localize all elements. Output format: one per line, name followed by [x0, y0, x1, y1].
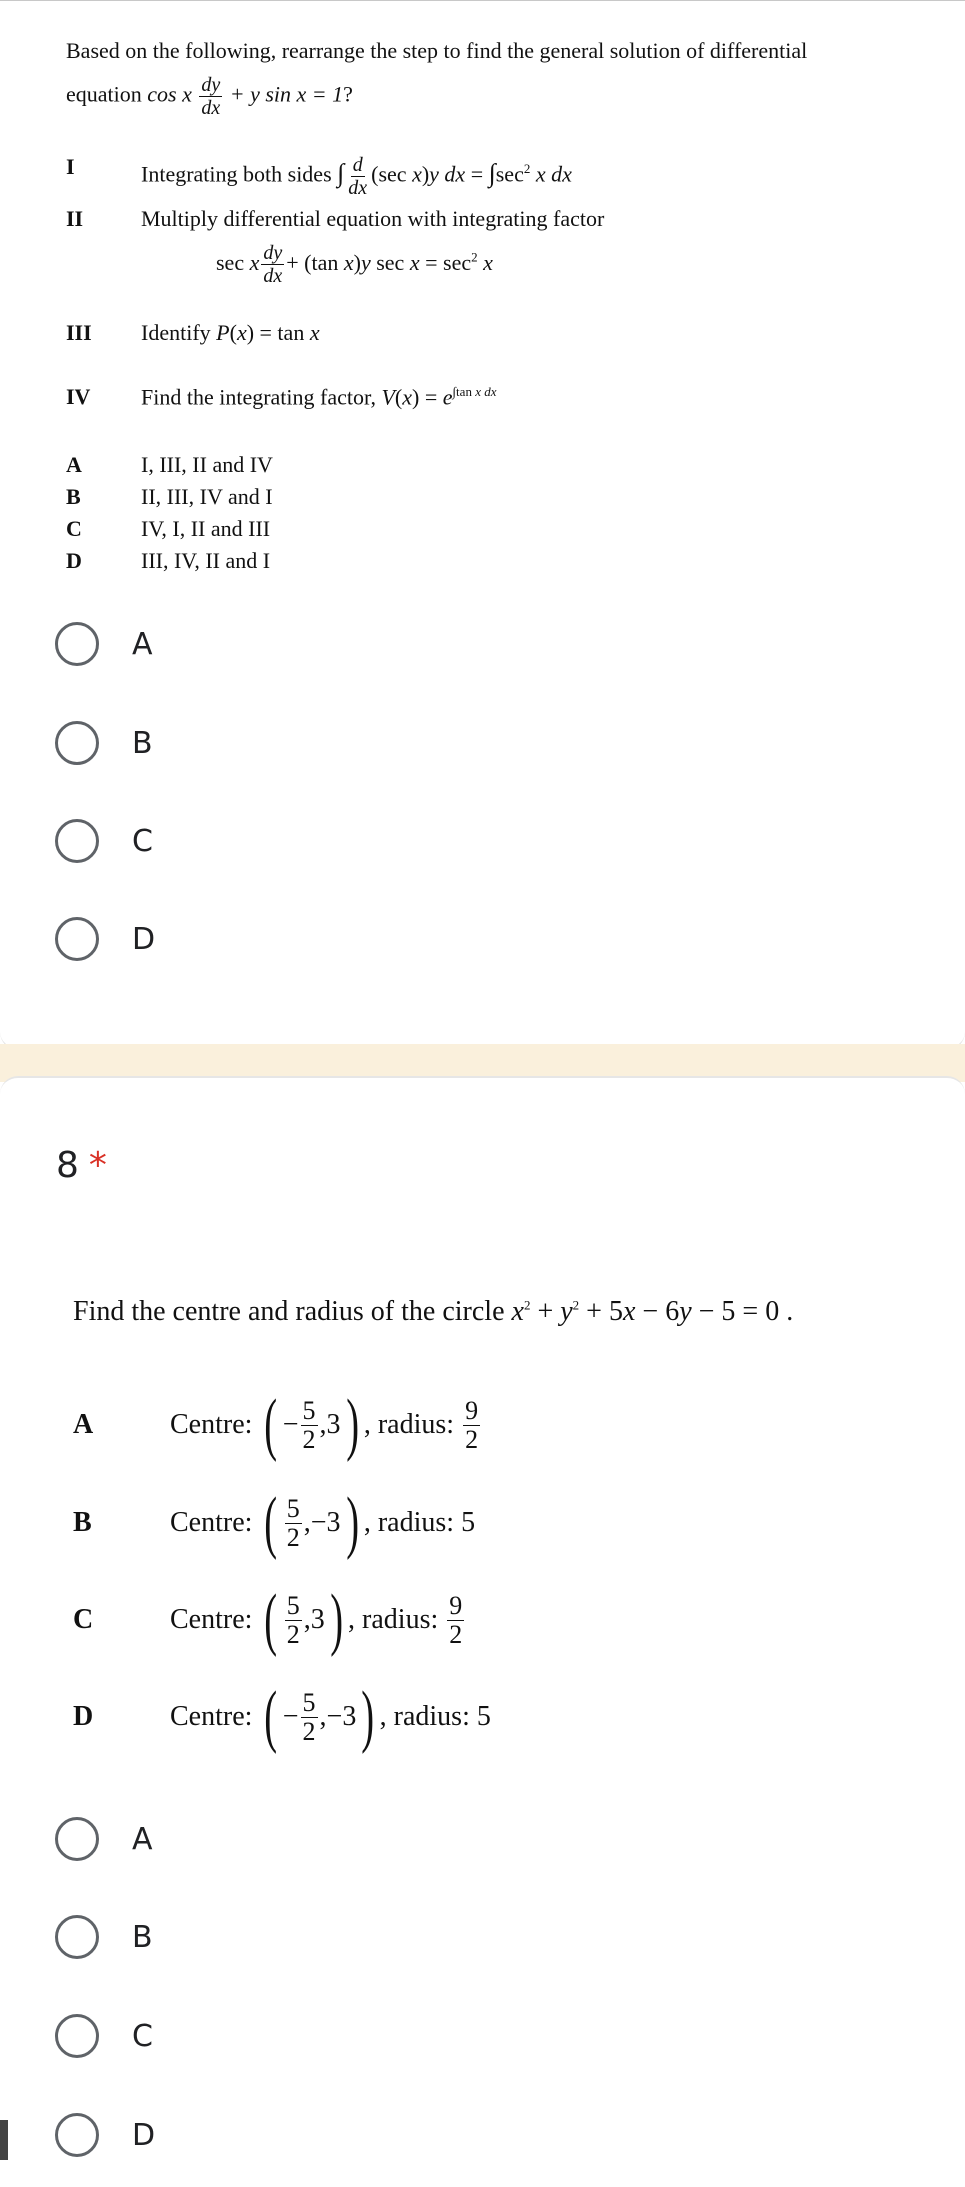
q8-choice-b: B Centre: ( $\frac{5}{2}$ ,−3 ) , radius: 5	[73, 1484, 476, 1561]
radio-button[interactable]	[55, 622, 99, 666]
q8-choice-a: A Centre: ( − $\frac{5}{2}$ ,3 ) , radius: $\frac{9}{2}$	[73, 1386, 479, 1463]
q7-steps: I Integrating both sides ∫ $\frac{d}{dx}$ (sec x)y dx = $\int\sec^2$ x dx II Multiply differential equation with integrating factor sec x $\frac{dy}{dx}$ + (tan x)y $\sec x = \sec^2 x$ III Identify P(x) = tan x IV Find the integrating factor, $V(x) = e^{\int tan x dx}$ A I, III, II and IV B II, III, IV and I C IV, I, II and III D III, IV, II and I	[66, 154, 605, 573]
q8-radio-option-b[interactable]: B	[55, 1912, 153, 1962]
q8-choice-c: C Centre: ( $\frac{5}{2}$ ,3 ) , radius: $\frac{9}{2}$	[73, 1581, 463, 1658]
required-asterisk: *	[88, 1145, 107, 1186]
q8-radio-option-d[interactable]: D	[55, 2110, 155, 2160]
radio-button[interactable]	[55, 2113, 99, 2157]
side-edge-marker	[0, 2120, 8, 2160]
q7-radio-option-d[interactable]: D	[55, 914, 155, 964]
q7-stem-prefix: equation	[66, 81, 142, 107]
q7-step-2-equation: sec x $\frac{dy}{dx}$ + (tan x)y $\sec x = \sec^2 x$	[216, 242, 493, 287]
q7-stem-line1: Based on the following, rearrange the step to find the general solution of differential	[66, 38, 808, 63]
radio-button[interactable]	[55, 1817, 99, 1861]
q7-stem-line2: equation cos x $\frac{dy}{dx}$ + y sin x = 1?	[66, 74, 353, 119]
q7-radio-option-b[interactable]: B	[55, 718, 153, 768]
q8-choice-d: D Centre: ( − $\frac{5}{2}$ ,−3 ) , radius: 5	[73, 1678, 491, 1755]
q8-radio-option-c[interactable]: C	[55, 2011, 153, 2061]
question-7-image	[66, 36, 946, 119]
radio-button[interactable]	[55, 1915, 99, 1959]
radio-button[interactable]	[55, 917, 99, 961]
q7-radio-option-a[interactable]: A	[55, 619, 153, 669]
q8-stem: Find the centre and radius of the circle $x^2 + y^2 + 5x - 6y - 5 = 0$ .	[73, 1296, 794, 1327]
radio-button[interactable]	[55, 721, 99, 765]
q7-radio-option-c[interactable]: C	[55, 816, 153, 866]
question-8-title: 8 *	[56, 1145, 107, 1186]
q8-radio-option-a[interactable]: A	[55, 1814, 153, 1864]
radio-button[interactable]	[55, 819, 99, 863]
top-divider	[0, 0, 965, 1]
radio-button[interactable]	[55, 2014, 99, 2058]
